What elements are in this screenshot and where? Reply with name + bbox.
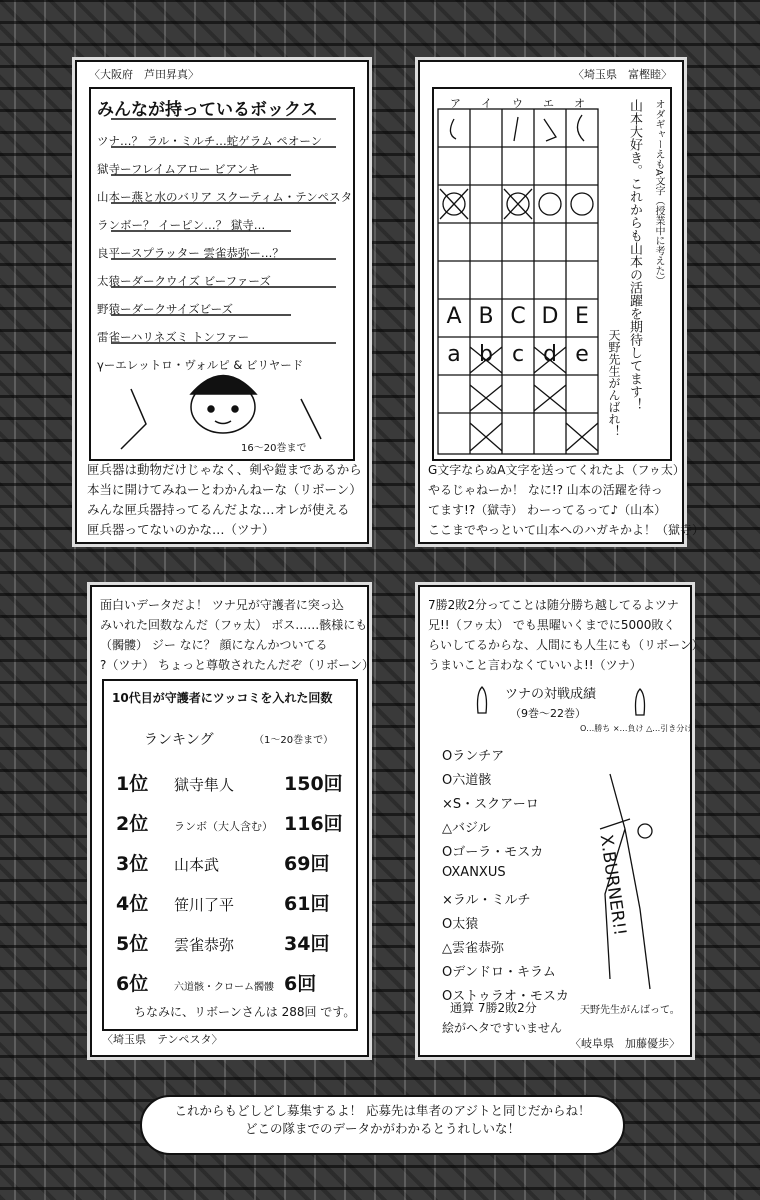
credit-osaka: 〈大阪府 芦田昇真〉 [89,68,199,81]
alphabet-grid-drawing [432,87,672,461]
rank-name: ランボ（大人含む） [174,820,273,833]
record-title: ツナの対戦成績 [505,687,597,702]
kana-u: ウ [512,97,523,110]
panel-bottom-left [90,585,374,1057]
kana-i: イ [481,97,492,110]
credit-saitama-2: 〈埼玉県 テンペスタ〉 [102,1033,223,1046]
submission-banner [140,1095,625,1155]
grid-letter-row-upper [438,304,598,329]
drawing-line: 獄寺ーフレイムアロー ビアンキ [97,162,260,176]
comment-top-left [87,460,362,540]
drawing-note: 16〜20巻まで [241,443,307,454]
comment-bottom-left [100,595,374,675]
opponent-item: Oストゥラオ・モスカ [442,989,569,1004]
rank-position: 3位 [116,853,149,875]
grid-letter: D [541,304,559,329]
drawing-line: 山本ー燕と水のバリア スクーティム・テンペスタ [97,190,353,204]
comment-line: 本当に開けてみねーとわかんねーな（リボーン） [87,482,362,497]
rank-position: 4位 [116,893,149,915]
banner-line: これからもどしどし募集するよ！ 応募先は隼者のアジトと同じだからね！ [174,1103,591,1118]
drawing-line: 太猿ーダークウイズ ビーファーズ [97,274,271,288]
grid-letter: B [478,304,494,329]
ranking-drawing [102,679,358,1031]
opponent-item: ×S・スクアーロ [442,797,539,812]
comment-line: てます!?（獄寺） わーってるって♪（山本） [428,503,667,517]
kana-a: ア [450,97,461,110]
rank-name: 笹川了平 [174,896,235,914]
ranking-row [116,809,343,836]
rank-count: 150回 [284,773,343,795]
comment-line: G文字ならぬA文字を送ってくれたよ（フゥ太） [428,463,685,477]
grid-letter: E [575,304,589,329]
grid-letter-row-lower [438,342,598,367]
rank-count: 69回 [284,853,330,875]
panel-top-right [418,60,705,544]
record-subtitle: （9巻〜22巻） [510,707,586,720]
record-total: 通算 7勝2敗2分 [450,1001,537,1015]
comment-line: 匣兵器ってないのかな…（ツナ） [87,522,275,537]
grid-letter: b [479,342,493,367]
comment-top-right [428,460,704,540]
rank-count: 6回 [284,973,317,995]
vertical-note-cheer: 天野先生がんばれ！ [607,329,621,437]
comment-line: 兄!!（フゥ太） でも黒曜いくまでに5000敗く [428,618,676,632]
vertical-note-side: オダギャーえもA文字（授業中に考えた） [653,99,664,286]
rank-name: 獄寺隼人 [174,776,235,794]
ranking-row [116,929,329,956]
comment-line: ここまでやっといて山本へのハガキかよ！（獄寺） [428,523,705,537]
credit-gifu: 〈岐阜県 加藤優歩〉 [570,1037,680,1050]
comment-line: 匣兵器は動物だけじゃなく、剣や鎧まであるから [87,462,362,477]
banner-line: どこの隊までのデータかがわかるとうれしいな！ [244,1121,520,1136]
drawing-title: みんなが持っているボックス [97,100,318,120]
comment-line: みいれた回数なんだ（フゥ太） ボス……骸様にも [100,618,368,632]
ranking-row [116,769,343,796]
artist-note: 天野先生がんばって。 [580,1005,680,1016]
drawing-lines [97,127,352,379]
panel-bottom-right [418,585,704,1057]
grid-letter: c [511,342,525,367]
ranking-row [116,889,329,916]
comment-line: ?（ツナ） ちょっと尊敬されたんだぞ（リボーン） [100,658,374,672]
drawing-line: ランボー？ イーピン…？ 獄寺… [97,218,266,232]
credit-saitama-1: 〈埼玉県 富樫睦〉 [573,68,672,81]
rank-position: 6位 [116,973,149,995]
comment-bottom-right [428,595,704,675]
ranking-footer: ちなみに、リボーンさんは 288回 です。 [134,1005,356,1019]
rank-position: 2位 [116,813,149,835]
opponent-item: OXANXUS [442,865,506,880]
grid-letter: C [510,304,526,329]
grid-letter: A [446,304,462,329]
opponent-item: △雲雀恭弥 [442,941,504,956]
ranking-row [116,969,316,996]
ranking-label: ランキング [144,732,214,748]
record-legend: O…勝ち ×…負け △…引き分け [580,724,693,733]
drawing-line: γーエレットロ・ヴォルピ & ビリヤード [97,358,304,372]
comment-line: らいしてるからな、人間にも人生にも（リボーン） [428,638,704,652]
panel-top-left [75,60,369,544]
burner-text: X.BURNER!! [595,833,630,938]
rank-position: 5位 [116,933,149,955]
opponent-item: Oゴーラ・モスカ [442,845,544,860]
opponent-item: Oランチア [442,749,505,764]
drawing-line: 野猿ーダークサイズビーズ [97,302,234,316]
ranking-row [116,849,329,876]
rank-count: 61回 [284,893,330,915]
opponent-item: O六道骸 [442,773,492,788]
apology-note: 絵がヘタですいません [442,1021,563,1035]
box-drawing [89,87,355,461]
rank-count: 116回 [284,813,343,835]
opponent-item: Oデンドロ・キラム [442,965,556,980]
rank-name: 六道骸・クローム髑髏 [174,982,274,993]
comment-line: みんな匣兵器持ってるんだよな…オレが使える [87,502,350,517]
ranking-range: （1〜20巻まで） [254,735,334,746]
rank-position: 1位 [116,773,149,795]
kana-o: オ [574,97,585,110]
kana-e: エ [543,97,554,110]
comment-line: やるじゃねーか！ なに!? 山本の活躍を待っ [428,483,663,497]
opponent-item: ×ラル・ミルチ [442,893,531,908]
ranking-chart-title: 10代目が守護者にツッコミを入れた回数 [112,691,333,705]
comment-line: 7勝2敗2分ってことは随分勝ち越してるよツナ [428,598,679,612]
rank-name: 山本武 [174,856,220,874]
rank-count: 34回 [284,933,330,955]
grid-letter: e [575,342,589,367]
rank-name: 雲雀恭弥 [174,936,235,954]
grid-letter: d [543,342,557,367]
drawing-line: 雷雀ーハリネズミ トンファー [97,330,250,344]
drawing-line: 良平ースプラッター 雲雀恭弥ー…？ [97,246,284,260]
opponent-item: O太猿 [442,917,479,932]
comment-line: （髑髏） ジー なに？ 顔になんかついてる [100,638,328,652]
comment-line: うまいこと言わなくていいよ!!（ツナ） [428,658,642,672]
comment-line: 面白いデータだよ！ ツナ兄が守護者に突っ込 [100,598,344,612]
drawing-line: ツナ…？ ラル・ミルチ…蛇ゲラム ペオーン [97,134,323,148]
grid-letter: a [447,342,461,367]
vertical-note-main: 山本大好き。これからも山本の活躍を期待してます！ [627,99,642,411]
opponent-item: △バジル [442,821,491,836]
battle-record-drawing [430,679,693,1027]
